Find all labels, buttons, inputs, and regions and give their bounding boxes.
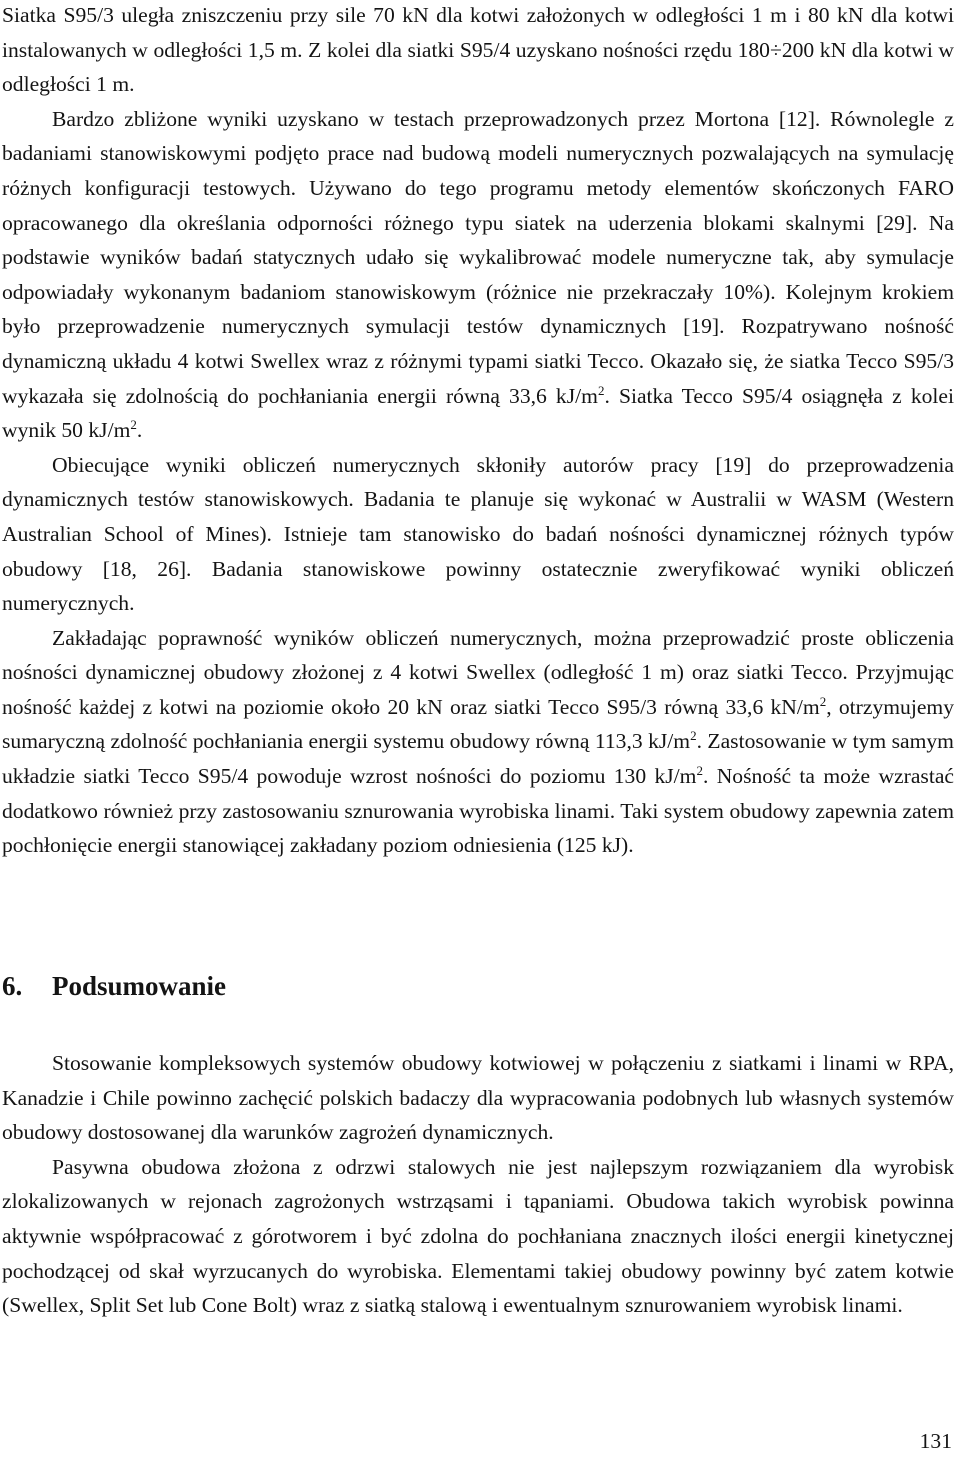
paragraph: Bardzo zbliżone wyniki uzyskano w testach przeprowadzonych przez Mortona [12]. Równolegle z badaniami stanowiskowymi podjęto prace nad budową modeli numerycznych pozwalających na symulację różnych konfiguracji testowych. Używano do tego programu metody elementów skończonych FARO opracowanego dla określania odporności różnego typu siatek na uderzenia blokami skalnymi [29]. Na podstawie wyników badań statycznych udało się wykalibrować modele numeryczne tak, aby symulacje odpowiadały wykonanym badaniom stanowiskowym (różnice nie przekraczały 10%). Kolejnym krokiem było przeprowadzenie numerycznych symulacji testów dynamicznych [19]. Rozpatrywano nośność dynamiczną układu 4 kotwi Swellex wraz z różnymi typami siatki Tecco. Okazało się, że siatka Tecco S95/3 wykazała się zdolnością do pochłaniania energii równą 33,6 $kJ/m^2$. Siatka Tecco S95/4 osiągnęła z kolei wynik 50 $kJ/m^2$. (2, 106, 954, 443)
section-title: Podsumowanie (52, 971, 227, 1001)
paragraph: Zakładając poprawność wyników obliczeń numerycznych, można przeprowadzić proste obliczenia nośności dynamicznej obudowy złożonej z 4 kotwi Swellex (odległość 1 m) oraz siatki Tecco. Przyjmując nośność każdej z kotwi na poziomie około 20 kN oraz siatki Tecco S95/3 równą 33,6 $kN/m^2$, otrzymujemy sumaryczną zdolność pochłaniania energii systemu obudowy równą 113,3 $kJ/m^2$. Zastosowanie w tym samym układzie siatki Tecco S95/4 powoduje wzrost nośności do poziomu 130 $kJ/m^2$. Nośność ta może wzrastać dodatkowo również przy zastosowaniu sznurowania wyrobiska linami. Taki system obudowy zapewnia zatem pochłonięcie energii stanowiącej zakładany poziom odniesienia (125 kJ). (2, 625, 955, 858)
section-number: 6. (2, 971, 23, 1001)
paragraph: Siatka S95/3 uległa zniszczeniu przy sile 70 kN dla kotwi założonych w odległości 1 m i 80 kN dla kotwi instalowanych w odległości 1,5 m. Z kolei dla siatki S95/4 uzyskano nośności rzędu 180÷200 kN dla kotwi w odległości 1 m. (2, 3, 954, 97)
paragraph: Pasywna obudowa złożona z odrzwi stalowych nie jest najlepszym rozwiązaniem dla wyrobisk zlokalizowanych w rejonach zagrożonych wstrząsami i tąpaniami. Obudowa takich wyrobisk powinna aktywnie współpracować z górotworem i być zdolna do pochłaniana znacznych ilości energii kinetycznej pochodzącej od skał wyrzucanych do wyrobiska. Elementami takiej obudowy powinny być zatem kotwie (Swellex, Split Set lub Cone Bolt) wraz z siatką stalową i ewentualnym sznurowaniem wyrobisk linami. (2, 1154, 954, 1318)
paragraph: Obiecujące wyniki obliczeń numerycznych skłoniły autorów pracy [19] do przeprowadzenia dynamicznych testów stanowiskowych. Badania te planuje się wykonać w Australii w WASM (Western Australian School of Mines). Istnieje tam stanowisko do badań nośności dynamicznej różnych typów obudowy [18, 26]. Badania stanowiskowe powinny ostatecznie zweryfikować wyniki obliczeń numerycznych. (2, 452, 954, 616)
paragraph: Stosowanie kompleksowych systemów obudowy kotwiowej w połączeniu z siatkami i linami w RPA, Kanadzie i Chile powinno zachęcić polskich badaczy dla wypracowania podobnych lub własnych systemów obudowy dostosowanej dla warunków zagrożeń dynamicznych. (2, 1051, 954, 1145)
body-text-summary (2, 1046, 954, 1323)
section-heading (2, 966, 226, 1006)
body-text-top (2, 0, 954, 863)
page-number: 131 (919, 1429, 952, 1453)
